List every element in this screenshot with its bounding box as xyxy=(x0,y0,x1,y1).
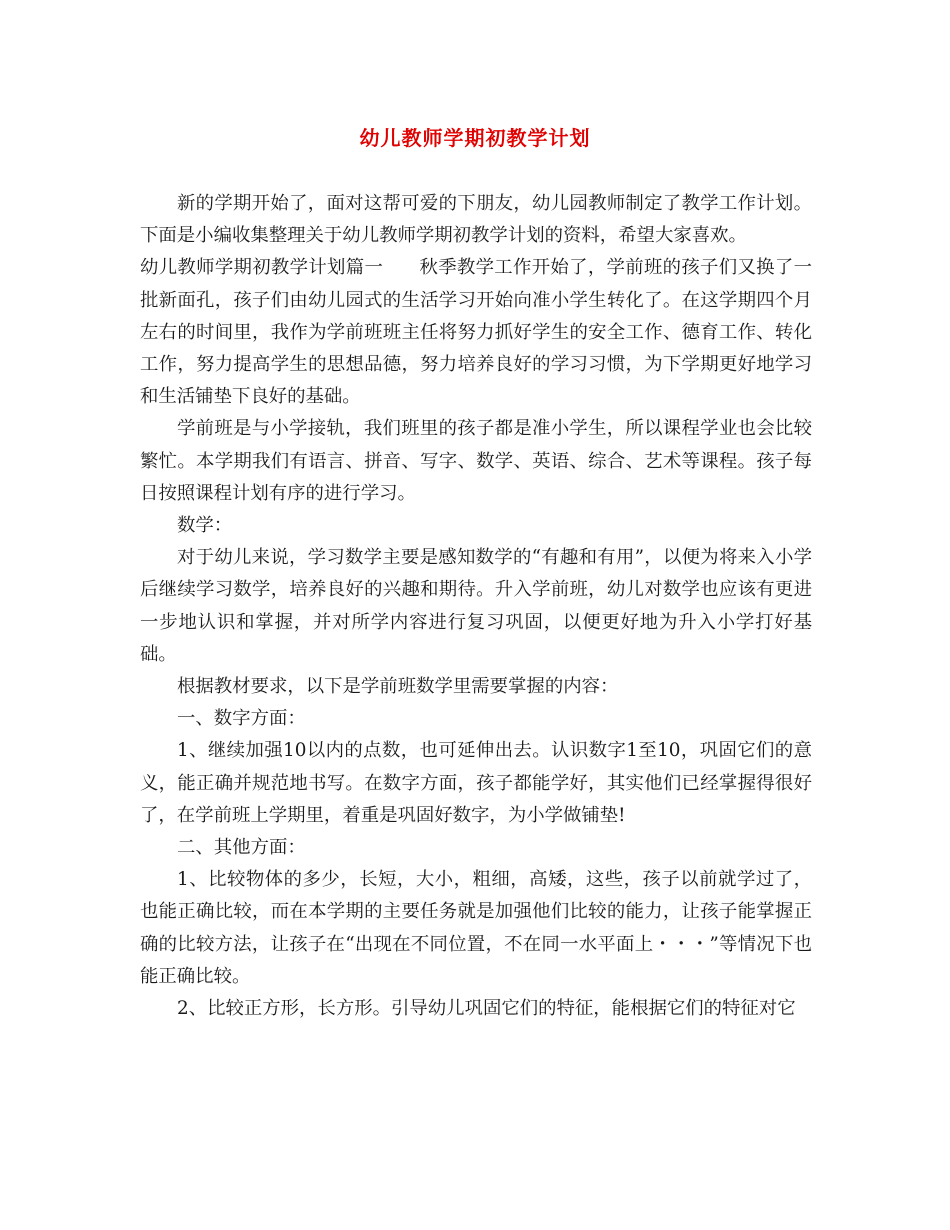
paragraph-numbers-heading: 一、数字方面： xyxy=(177,708,306,730)
paragraph-math-intro: 对于幼儿来说，学习数学主要是感知数学的“有趣和有用”，以便为将来入小学后继续学习数学，培养良好的兴趣和期待。升入学前班，幼儿对数学也应该有更进一步地认识和掌握，并对所学内容进行复习巩固，以便更好地为升入小学打好基础。 xyxy=(140,547,812,665)
document-body xyxy=(140,188,812,1025)
paragraph-math-heading: 数学： xyxy=(177,515,233,537)
paragraph-other-heading: 二、其他方面： xyxy=(177,837,306,859)
section-text: 秋季教学工作开始了，学前班的孩子们又换了一批新面孔，孩子们由幼儿园式的生活学习开始向准小学生转化了。在这学期四个月左右的时间里，我作为学前班班主任将努力抓好学生的安全工作、德育工作、转化工作，努力提高学生的思想品德，努力培养良好的学习习惯，为下学期更好地学习和生活铺垫下良好的基础。 xyxy=(140,257,812,408)
paragraph-compare-item: 1、比较物体的多少，长短，大小，粗细，高矮，这些，孩子以前就学过了，也能正确比较，而在本学期的主要任务就是加强他们比较的能力，让孩子能掌握正确的比较方法，让孩子在“出现在不同位置，不在同一水平面上・・・”等情况下也能正确比较。 xyxy=(140,869,812,987)
intro-paragraph: 新的学期开始了，面对这帮可爱的下朋友，幼儿园教师制定了教学工作计划。下面是小编收集整理关于幼儿教师学期初教学计划的资料，希望大家喜欢。 xyxy=(140,193,812,247)
paragraph-curriculum: 学前班是与小学接轨，我们班里的孩子都是准小学生，所以课程学业也会比较繁忙。本学期我们有语言、拼音、写字、数学、英语、综合、艺术等课程。孩子每日按照课程计划有序的进行学习。 xyxy=(140,418,812,504)
section-heading: 幼儿教师学期初教学计划篇一 xyxy=(140,257,384,279)
section-paragraph xyxy=(140,252,812,413)
document-title: 幼儿教师学期初教学计划 xyxy=(359,126,591,150)
paragraph-shapes-item: 2、比较正方形，长方形。引导幼儿巩固它们的特征，能根据它们的特征对它 xyxy=(177,998,796,1020)
paragraph-requirements: 根据教材要求，以下是学前班数学里需要掌握的内容： xyxy=(177,676,619,698)
paragraph-numbers-item: 1、继续加强10以内的点数，也可延伸出去。认识数字1至10，巩固它们的意义，能正确并规范地书写。在数字方面，孩子都能学好，其实他们已经掌握得很好了，在学前班上学期里，着重是巩固好数字，为小学做铺垫! xyxy=(140,740,812,826)
